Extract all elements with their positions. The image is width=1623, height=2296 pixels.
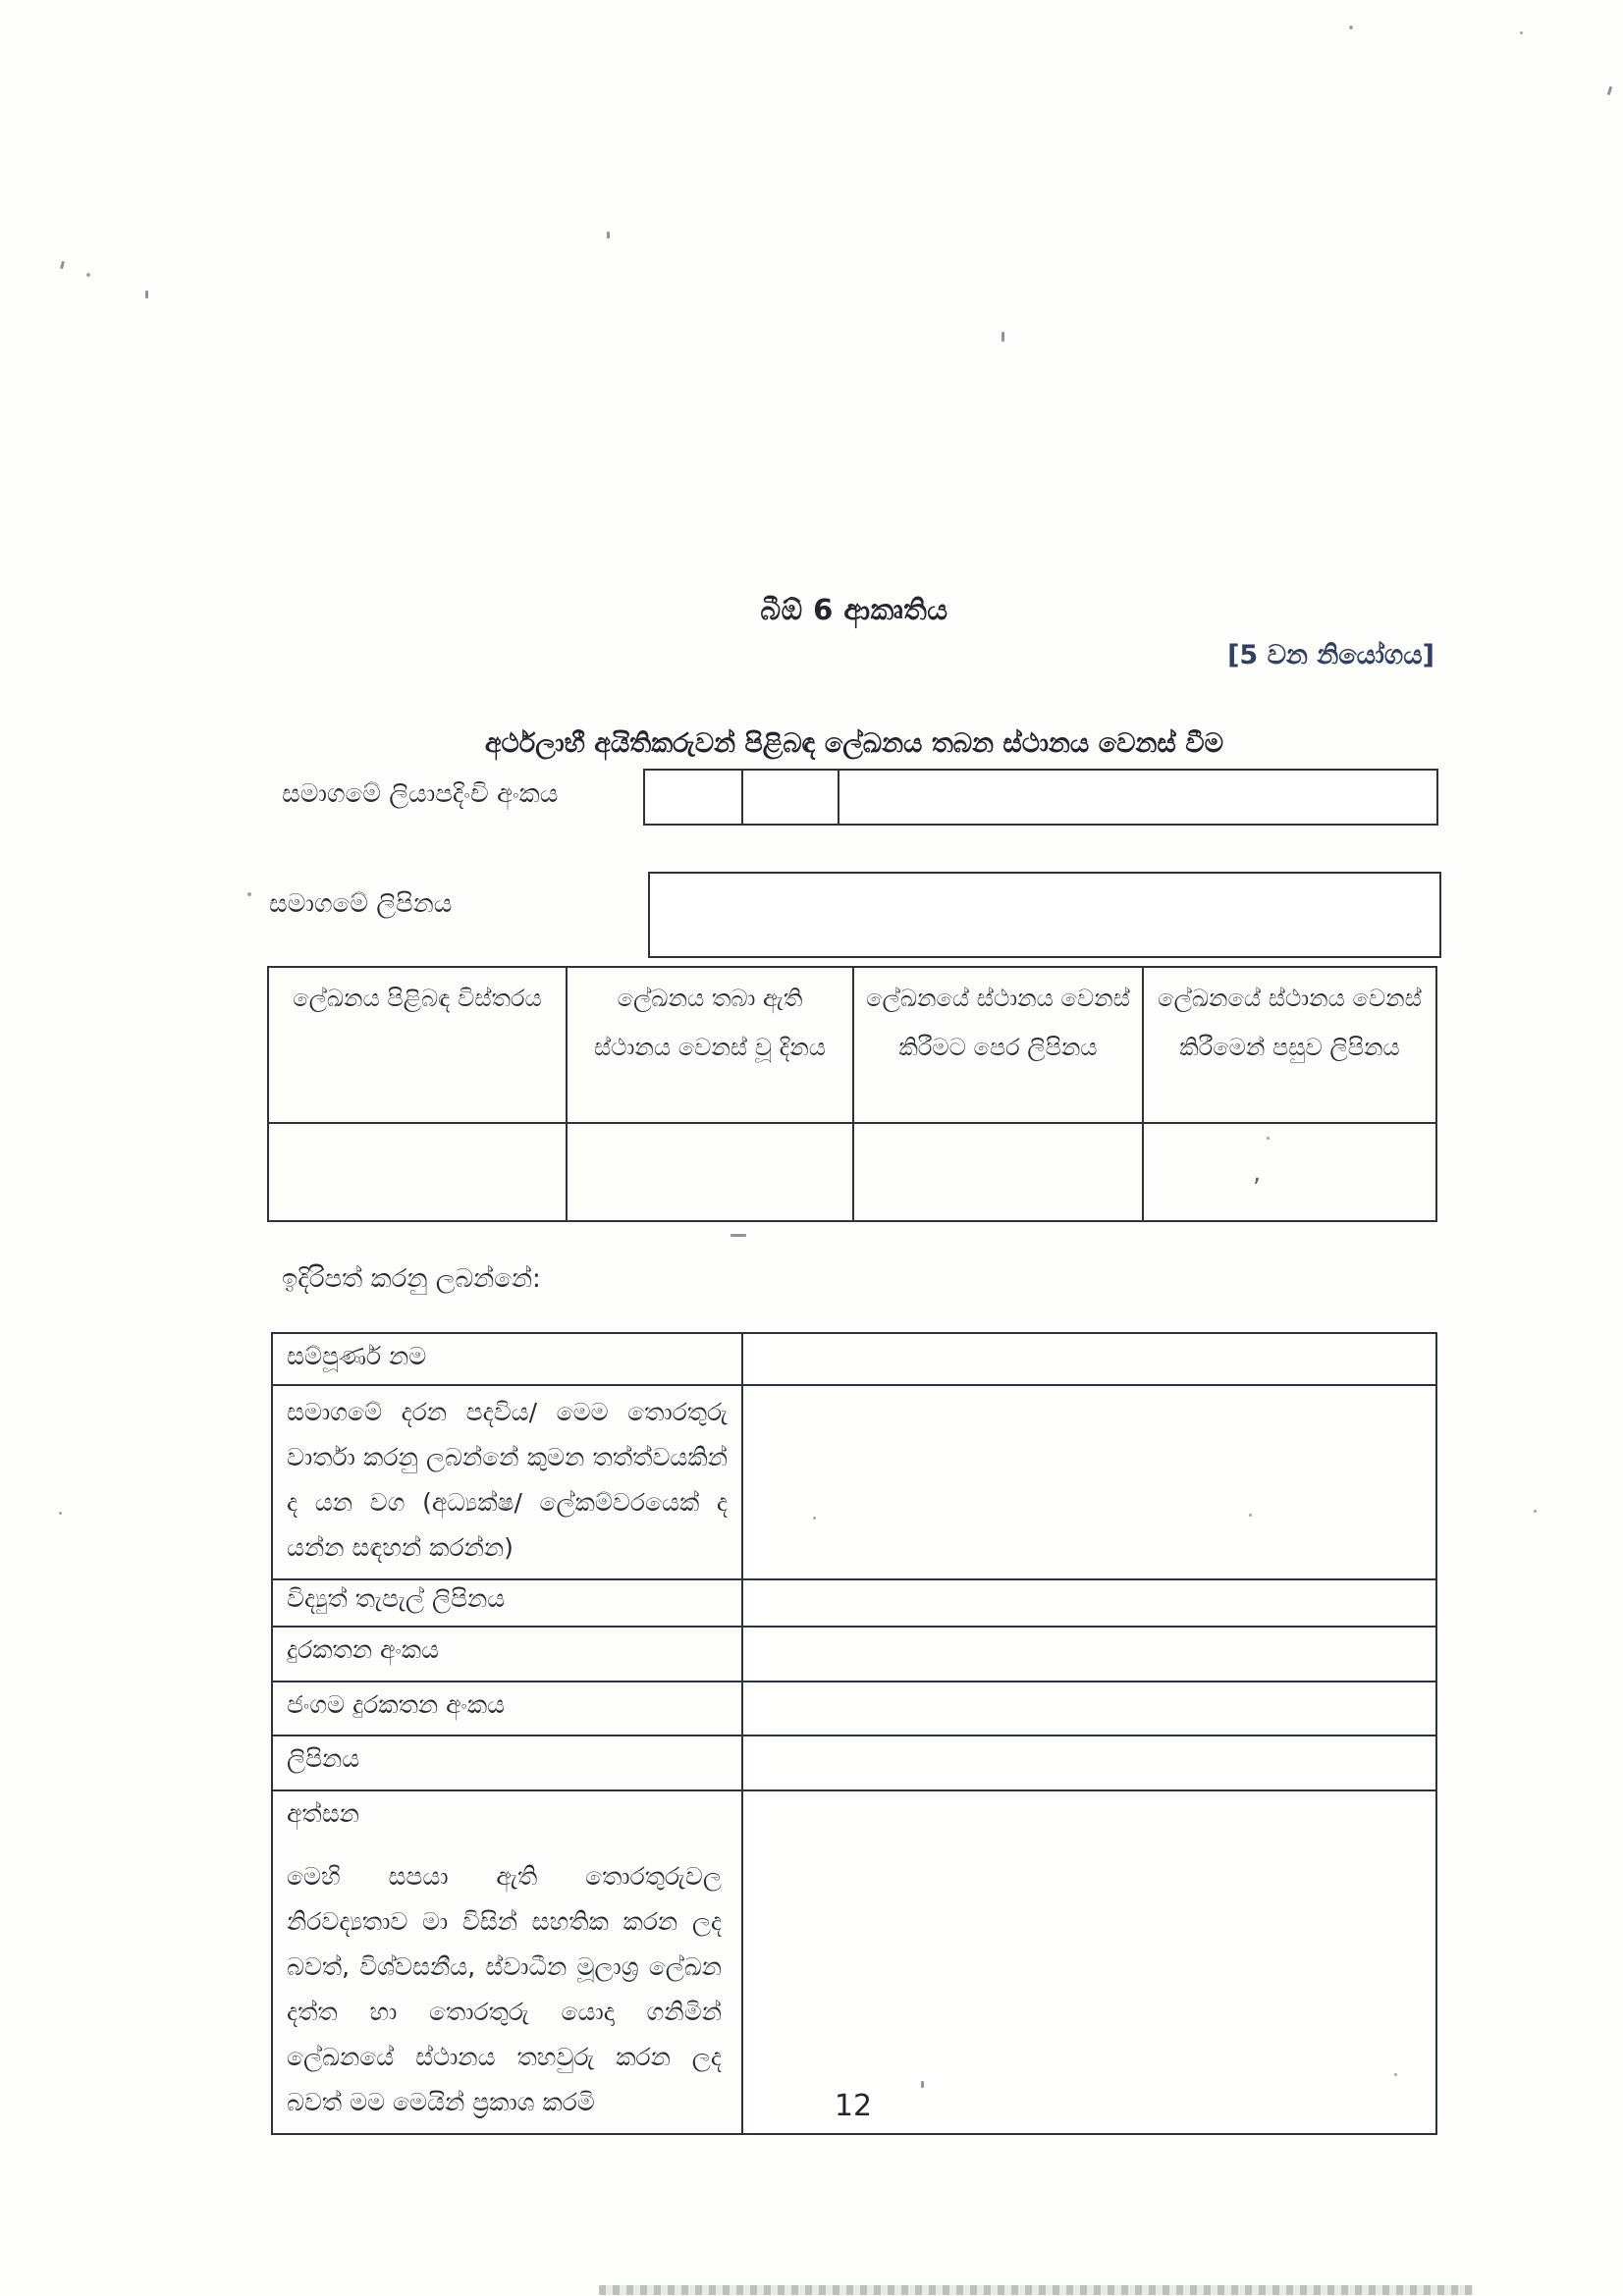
- mobile-input[interactable]: [742, 1682, 1436, 1735]
- register-change-table: [267, 966, 1437, 1222]
- email-input[interactable]: [742, 1579, 1436, 1627]
- scan-speck: [86, 273, 90, 277]
- submitted-by-label: ඉදිරිපත් කරනු ලබන්නේ:: [282, 1264, 541, 1294]
- registration-number-box[interactable]: [643, 769, 1438, 826]
- row-full-name: [272, 1333, 1436, 1385]
- cell-register-description[interactable]: [268, 1123, 567, 1221]
- registration-number-cell-1[interactable]: [645, 771, 743, 824]
- row-signature: [272, 1790, 1436, 2134]
- scan-speck: ,: [1253, 1158, 1262, 1188]
- cell-address-after[interactable]: [1143, 1123, 1436, 1221]
- scan-speck: [59, 1512, 62, 1515]
- row-mobile: [272, 1682, 1436, 1735]
- full-name-label: සම්පූර්ණ නම: [272, 1333, 742, 1385]
- cell-date-of-change[interactable]: [567, 1123, 853, 1221]
- address-input[interactable]: [742, 1735, 1436, 1790]
- address-label: ලිපිනය: [272, 1735, 742, 1790]
- header-address-before-change: ලේඛනයේ ස්ථානය වෙනස් කිරීමට පෙර ලිපිනය: [853, 967, 1143, 1123]
- declaration-text: මෙහි සපයා ඇති තොරතුරුවල නිරවද්‍යතාව මා විසින් සහතික කරන ලද බවත්, විශ්වසනීය, ස්වාධීන මූලාශ්‍ර ලේඛන දත්ත හා තොරතුරු යොදා ගනිමින් ලේඛනයේ ස්ථානය තහවුරු කරන ලද බවත් මම මෙයින් ප්‍රකාශ කරමි: [287, 1862, 722, 2116]
- scan-speck: [607, 232, 610, 239]
- header-address-after-change: ලේඛනයේ ස්ථානය වෙනස් කිරීමෙන් පසුව ලිපිනය: [1143, 967, 1436, 1123]
- form-heading: අර්ථලාභී අයිතිකරුවන් පිළිබඳ ලේඛනය තබන ස්ථානය වෙනස් වීම: [484, 728, 1224, 759]
- row-email: [272, 1579, 1436, 1627]
- scan-speck: [1520, 31, 1523, 34]
- scan-speck: [813, 1517, 816, 1520]
- scan-speck: [60, 261, 65, 269]
- scan-speck: [145, 291, 148, 298]
- signature-input[interactable]: [742, 1790, 1436, 2134]
- regulation-reference: [5 වන නියෝගය]: [1227, 640, 1434, 670]
- row-address: [272, 1735, 1436, 1790]
- submitted-by-table: [271, 1332, 1437, 2135]
- scan-speck: [247, 892, 251, 896]
- mobile-label: ජංගම දුරකතන අංකය: [272, 1682, 742, 1735]
- scan-speck: [1249, 1514, 1252, 1517]
- register-table-header-row: [268, 967, 1436, 1123]
- page-number: 12: [834, 2089, 873, 2123]
- position-held-label: සමාගමේ දරන පදවිය/ මෙම තොරතුරු වාර්තා කරනු ලබන්නේ කුමන තත්ත්වයකින් ද යන වග (අධ්‍යක්ෂ/ ලේකම්වරයෙක් ද යන්න සඳහන් කරන්න): [272, 1385, 742, 1579]
- register-table-entry-row: [268, 1123, 1436, 1221]
- scan-speck: [1349, 26, 1353, 29]
- full-name-input[interactable]: [742, 1333, 1436, 1385]
- row-position-held: [272, 1385, 1436, 1579]
- signature-label-cell: [272, 1790, 742, 2134]
- email-label: විද්‍යුත් තැපැල් ලිපිනය: [272, 1579, 742, 1627]
- scan-speck: [1607, 86, 1613, 95]
- company-address-input-box[interactable]: [648, 872, 1441, 958]
- company-address-label: සමාගමේ ලිපිනය: [269, 889, 453, 919]
- scan-speck: [1534, 1510, 1537, 1513]
- signature-label: අත්සන: [287, 1799, 359, 1828]
- registration-number-cell-2[interactable]: [743, 771, 839, 824]
- registration-number-label: සමාගමේ ලියාපදිංචි අංකය: [282, 779, 559, 809]
- form-code-title: බීඕ 6 ආකෘතිය: [760, 593, 948, 626]
- position-held-input[interactable]: [742, 1385, 1436, 1579]
- telephone-input[interactable]: [742, 1627, 1436, 1682]
- header-register-description: ලේඛනය පිළිබඳ විස්තරය: [268, 967, 567, 1123]
- header-date-of-change: ලේඛනය තබා ඇති ස්ථානය වෙනස් වූ දිනය: [567, 967, 853, 1123]
- telephone-label: දුරකතන අංකය: [272, 1627, 742, 1682]
- scan-speck: [1001, 332, 1004, 342]
- scan-speck: [921, 2081, 924, 2088]
- cell-address-before[interactable]: [853, 1123, 1143, 1221]
- scan-speck: [1394, 2073, 1397, 2076]
- registration-number-cell-3[interactable]: [839, 771, 1436, 824]
- scan-speck: [730, 1234, 746, 1237]
- scan-speck: [1267, 1137, 1270, 1140]
- row-telephone: [272, 1627, 1436, 1682]
- scanner-edge-bar: [599, 2285, 1473, 2295]
